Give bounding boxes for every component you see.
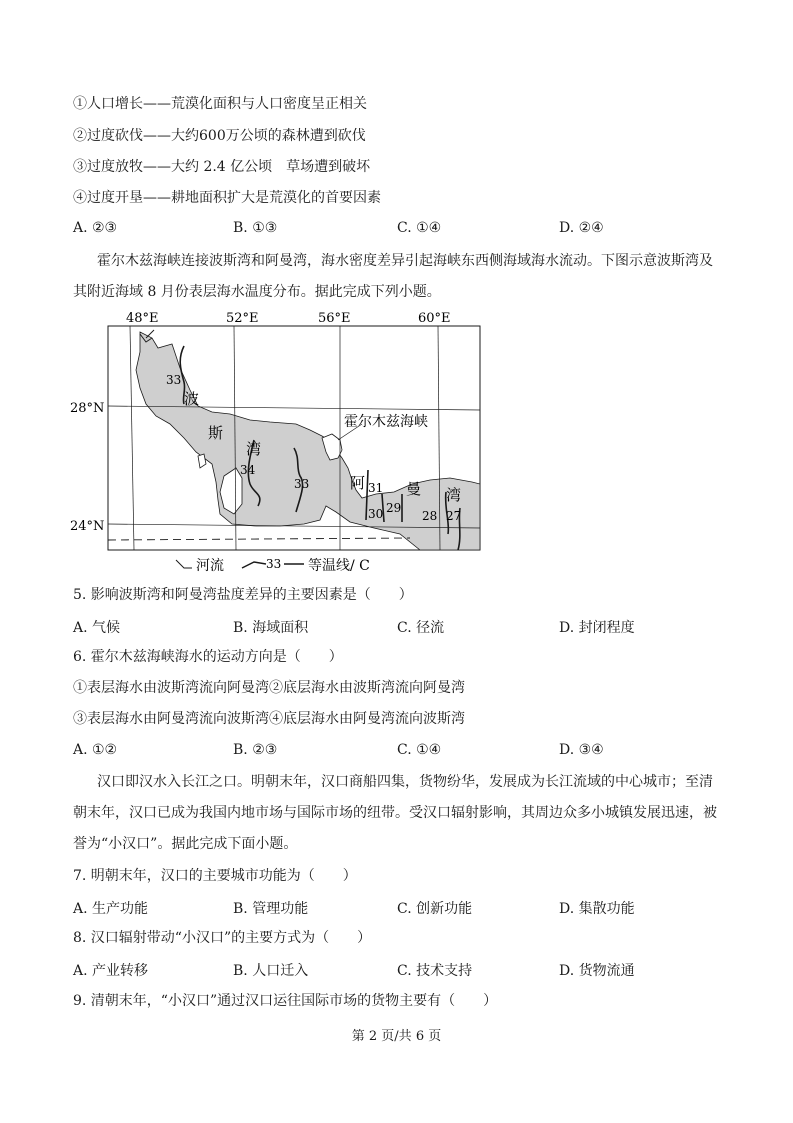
isotherm-label: 31: [368, 481, 384, 495]
q6-option-c[interactable]: C. ①④: [397, 742, 442, 758]
statement-4: ④过度开垦——耕地面积扩大是荒漠化的首要因素: [73, 190, 381, 206]
q7-option-a[interactable]: A. 生产功能: [73, 901, 149, 917]
passage1-line-1: 霍尔木兹海峡连接波斯湾和阿曼湾，海水密度差异引起海峡东西侧海域海水流动。下图示意波斯湾及: [97, 253, 713, 269]
q5-option-b[interactable]: B. 海域面积: [233, 620, 309, 636]
q7-option-c[interactable]: C. 创新功能: [397, 901, 473, 917]
isotherm-label: 29: [386, 501, 402, 515]
lon-label-56: 56°E: [318, 311, 351, 326]
q6-statement-2: ③表层海水由阿曼湾流向波斯湾④底层海水由阿曼湾流向波斯湾: [73, 711, 465, 727]
q6-option-b[interactable]: B. ②③: [233, 742, 278, 758]
label-hormuz-strait: 霍尔木兹海峡: [344, 414, 428, 430]
label-bo: 波: [184, 390, 200, 408]
label-wan: 湾: [246, 440, 262, 458]
q8-option-b[interactable]: B. 人口迁入: [233, 963, 309, 979]
q6-statement-1: ①表层海水由波斯湾流向阿曼湾②底层海水由波斯湾流向阿曼湾: [73, 680, 465, 696]
q5-option-c[interactable]: C. 径流: [397, 620, 445, 636]
label-wan-oman: 湾: [446, 486, 462, 504]
q5-stem: 5. 影响波斯湾和阿曼湾盐度差异的主要因素是（ ）: [73, 587, 413, 603]
passage1-line-2: 其附近海域 8 月份表层海水温度分布。据此完成下列小题。: [73, 284, 441, 300]
legend-river-label: 河流: [196, 558, 224, 574]
lat-label-24: 24°N: [70, 519, 105, 534]
lat-label-28: 28°N: [70, 401, 105, 416]
lon-label-52: 52°E: [226, 311, 259, 326]
persian-gulf-temperature-map: [70, 308, 490, 576]
q7-stem: 7. 明朝末年，汉口的主要城市功能为（ ）: [73, 868, 357, 884]
option-b[interactable]: B. ①③: [233, 220, 278, 236]
option-c[interactable]: C. ①④: [397, 220, 442, 236]
isotherm-label: 33: [166, 373, 182, 387]
passage2-line-1: 汉口即汉水入长江之口。明朝末年，汉口商船四集，货物纷华，发展成为长江流域的中心城市；至清: [97, 774, 713, 790]
statement-1: ①人口增长——荒漠化面积与人口密度呈正相关: [73, 96, 367, 112]
prev-question-options: [73, 220, 633, 238]
isotherm-label: 28: [422, 509, 438, 523]
q5-options: [73, 617, 633, 635]
q8-option-d[interactable]: D. 货物流通: [559, 963, 635, 979]
q8-stem: 8. 汉口辐射带动“小汉口”的主要方式为（ ）: [73, 930, 372, 946]
q6-option-d[interactable]: D. ③④: [559, 742, 604, 758]
statement-3: ③过度放牧——大约 2.4 亿公顷 草场遭到破坏: [73, 159, 371, 175]
q6-option-a[interactable]: A. ①②: [73, 742, 118, 758]
q9-stem: 9. 清朝末年，“小汉口”通过汉口运往国际市场的货物主要有（ ）: [73, 993, 498, 1009]
option-d[interactable]: D. ②④: [559, 220, 604, 236]
q7-options: [73, 898, 633, 916]
statement-2: ②过度砍伐——大约600万公顷的森林遭到砍伐: [73, 128, 366, 144]
legend-isotherm-value: 33: [266, 557, 282, 571]
label-si: 斯: [208, 424, 224, 442]
label-man: 曼: [406, 480, 422, 498]
q6-stem: 6. 霍尔木兹海峡海水的运动方向是（ ）: [73, 649, 343, 665]
passage2-line-2: 朝末年，汉口已成为我国内地市场与国际市场的纽带。受汉口辐射影响，其周边众多小城镇发展迅速，被: [73, 805, 717, 821]
q6-options: [73, 742, 633, 760]
q7-option-d[interactable]: D. 集散功能: [559, 901, 635, 917]
q5-option-a[interactable]: A. 气候: [73, 620, 121, 636]
q7-option-b[interactable]: B. 管理功能: [233, 901, 309, 917]
isotherm-label: 30: [368, 507, 384, 521]
q8-options: [73, 960, 633, 978]
legend-isotherm-label: 等温线/ C: [308, 558, 370, 574]
lon-label-48: 48°E: [126, 311, 159, 326]
lon-label-60: 60°E: [418, 311, 451, 326]
q8-option-c[interactable]: C. 技术支持: [397, 963, 473, 979]
isotherm-label: 34: [240, 463, 256, 477]
page-footer: 第 2 页/共 6 页: [351, 1029, 442, 1044]
passage2-line-3: 誉为“小汉口”。据此完成下面小题。: [73, 836, 298, 852]
legend-isotherm-symbol: [242, 562, 266, 568]
option-a[interactable]: A. ②③: [73, 220, 118, 236]
isotherm-label: 27: [446, 509, 462, 523]
q5-option-d[interactable]: D. 封闭程度: [559, 620, 635, 636]
label-a: 阿: [350, 474, 366, 492]
q8-option-a[interactable]: A. 产业转移: [73, 963, 149, 979]
isotherm-label: 33: [294, 477, 310, 491]
legend-river-symbol: [176, 560, 192, 568]
